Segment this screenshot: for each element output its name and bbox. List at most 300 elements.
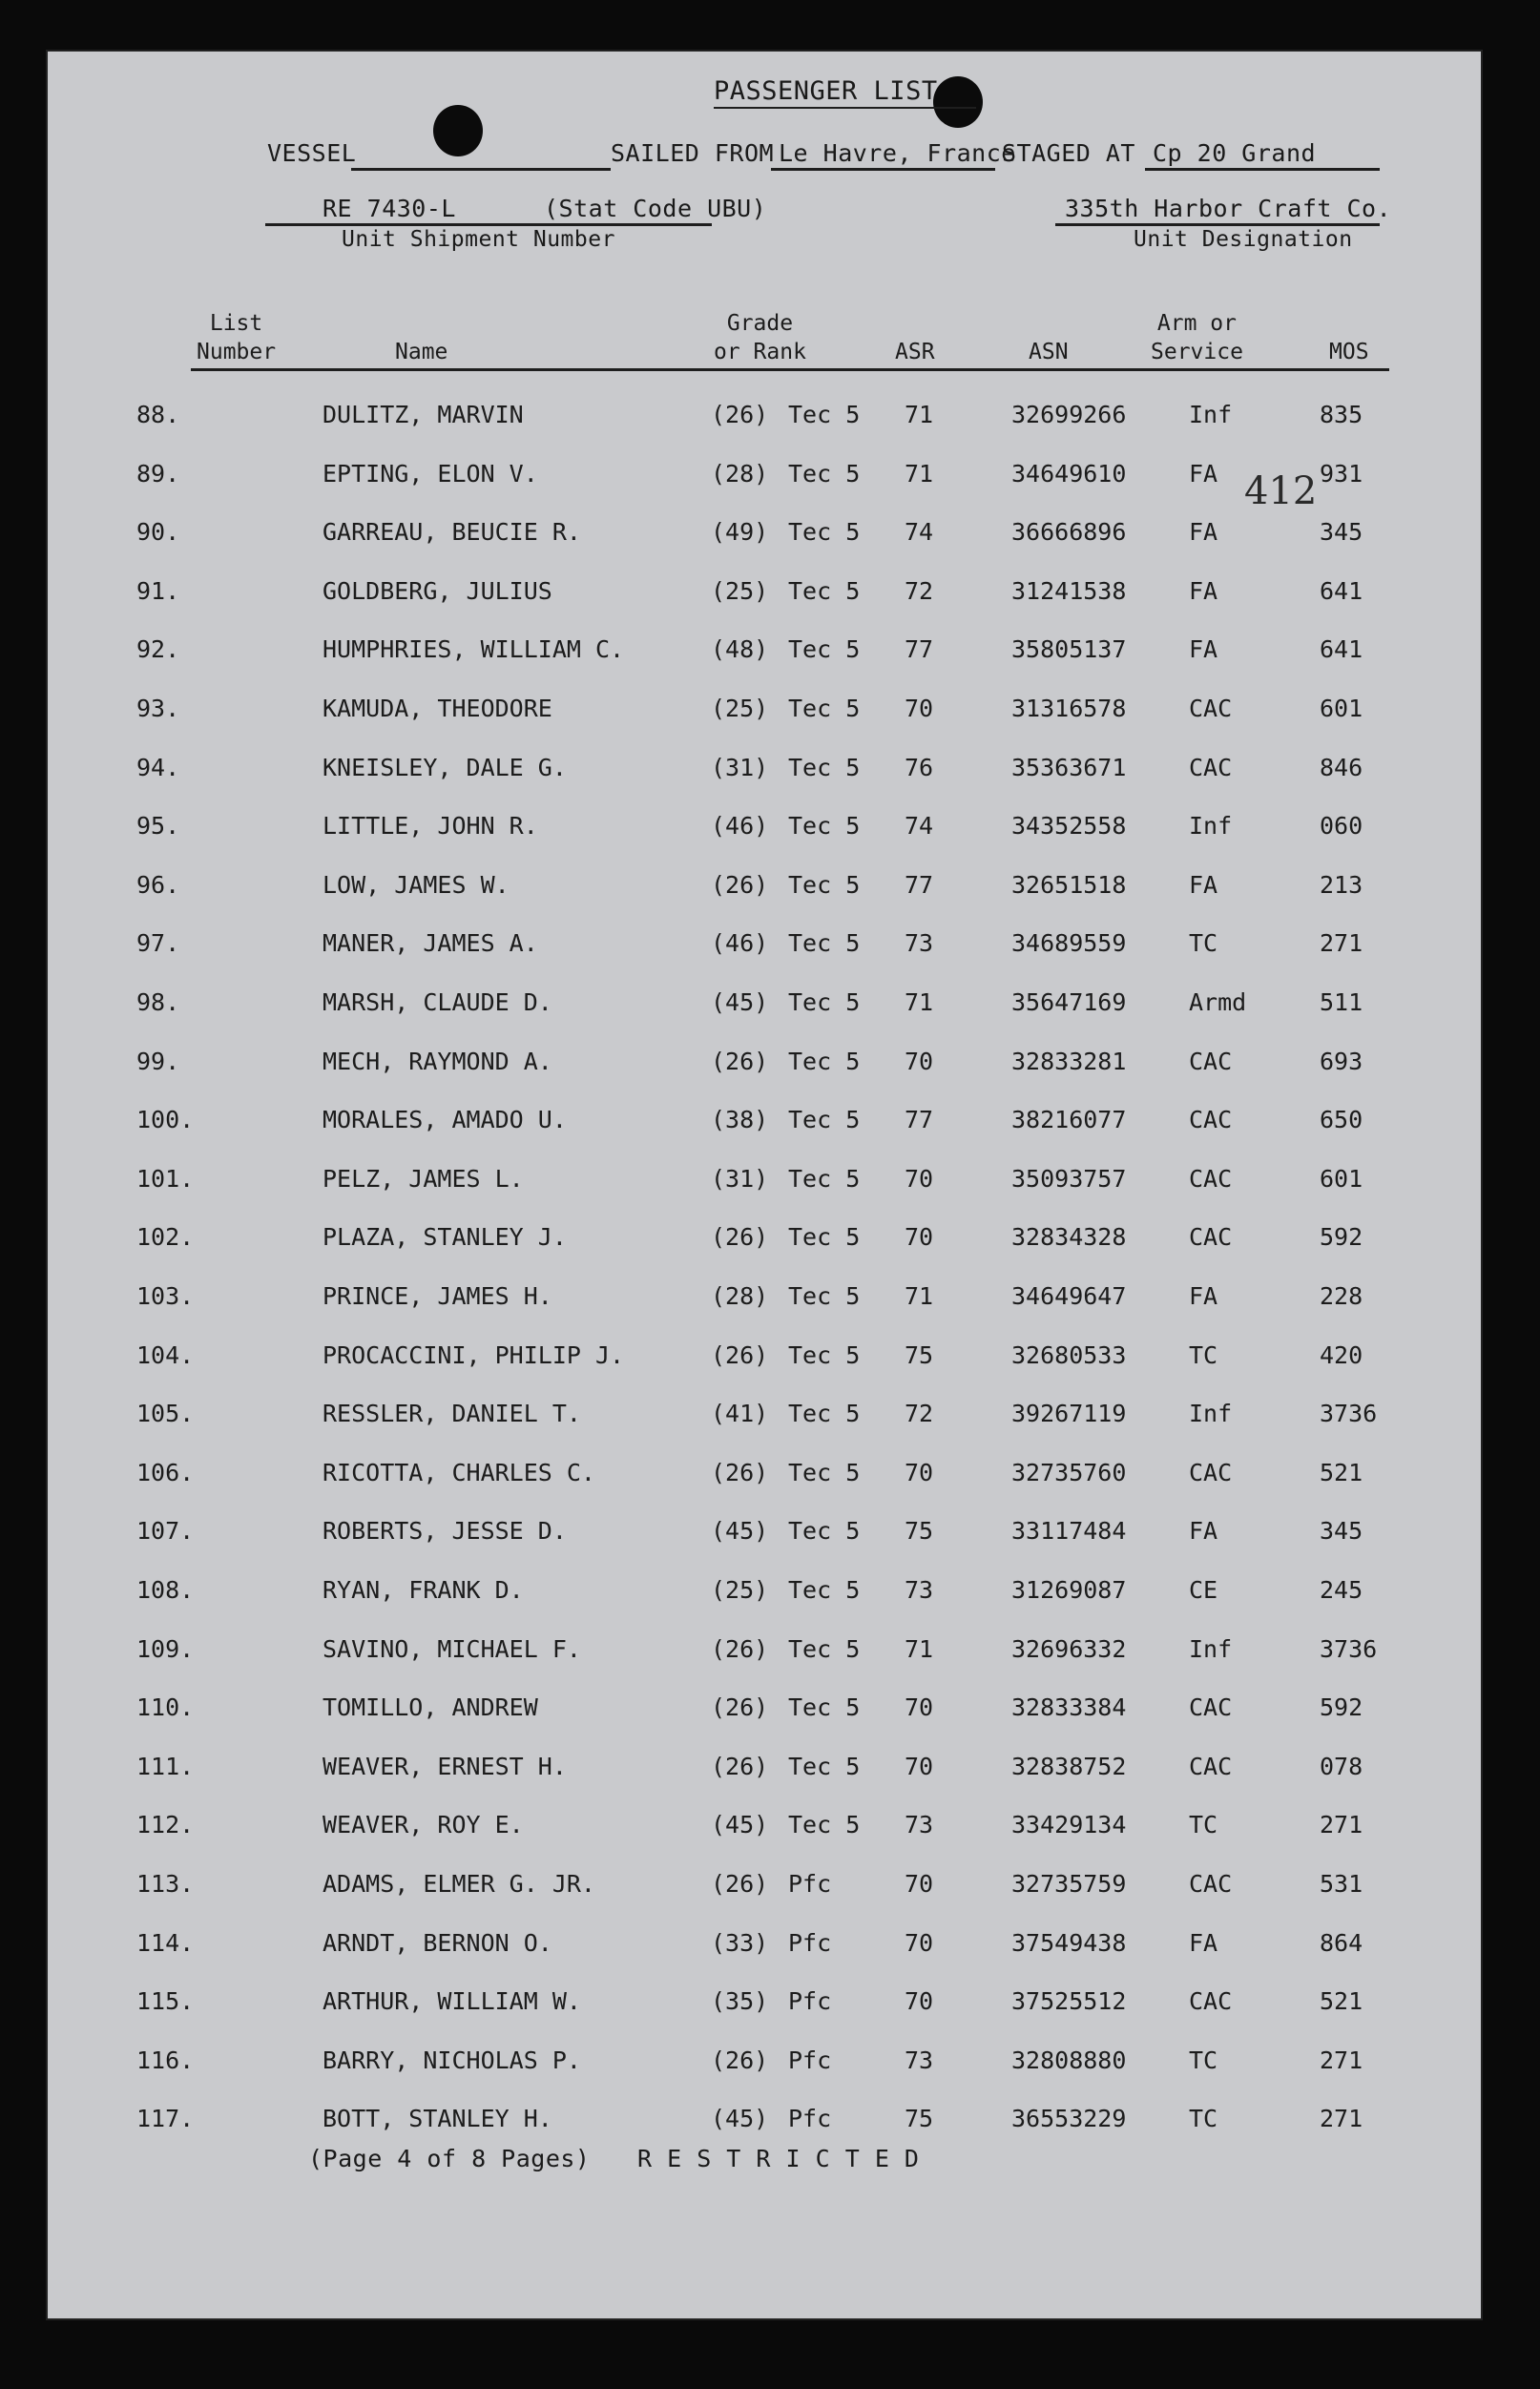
sailed-from-line <box>771 168 995 171</box>
arm-or-service: CAC <box>1189 1987 1233 2016</box>
list-number: 108. <box>136 1576 195 1604</box>
list-number: 96. <box>136 870 180 899</box>
rank: Tec 5 <box>788 1811 861 1839</box>
vessel-label: VESSEL <box>267 139 357 167</box>
passenger-name: ADAMS, ELMER G. JR. <box>323 1870 595 1898</box>
army-serial-number: 33117484 <box>1011 1517 1127 1546</box>
mos-code: 592 <box>1320 1223 1363 1252</box>
mos-code: 213 <box>1320 870 1363 899</box>
shipment-caption: Unit Shipment Number <box>342 227 615 252</box>
passenger-name: MECH, RAYMOND A. <box>323 1047 552 1075</box>
table-row <box>46 1635 1483 1673</box>
grade-code: (46) <box>711 929 769 958</box>
mos-code: 864 <box>1320 1928 1363 1957</box>
table-row <box>46 1341 1483 1380</box>
grade-code: (25) <box>711 1576 769 1604</box>
passenger-name: RYAN, FRANK D. <box>323 1576 524 1604</box>
table-row <box>46 695 1483 733</box>
table-row <box>46 1693 1483 1732</box>
passenger-name: LOW, JAMES W. <box>323 870 510 899</box>
mos-code: 3736 <box>1320 1400 1378 1428</box>
asr-score: 70 <box>905 1047 934 1075</box>
arm-or-service: TC <box>1189 2105 1218 2133</box>
army-serial-number: 35093757 <box>1011 1164 1127 1193</box>
designation-line <box>1055 223 1380 226</box>
rank: Tec 5 <box>788 870 861 899</box>
arm-or-service: FA <box>1189 870 1218 899</box>
asr-score: 70 <box>905 1987 934 2016</box>
list-number: 104. <box>136 1340 195 1369</box>
staged-at-line <box>1145 168 1380 171</box>
arm-or-service: TC <box>1189 1340 1218 1369</box>
asr-score: 71 <box>905 459 934 488</box>
rank: Tec 5 <box>788 1340 861 1369</box>
document-page <box>46 50 1483 2320</box>
table-row <box>46 871 1483 909</box>
grade-code: (46) <box>711 812 769 841</box>
asr-score: 70 <box>905 1870 934 1898</box>
mos-code: 271 <box>1320 929 1363 958</box>
mos-code: 693 <box>1320 1047 1363 1075</box>
shipment-number: RE 7430-L <box>323 195 456 222</box>
list-number: 113. <box>136 1870 195 1898</box>
army-serial-number: 32699266 <box>1011 401 1127 428</box>
list-number: 99. <box>136 1047 180 1075</box>
list-number: 103. <box>136 1282 195 1310</box>
rank: Tec 5 <box>788 1400 861 1428</box>
army-serial-number: 39267119 <box>1011 1400 1127 1428</box>
passenger-name: TOMILLO, ANDREW <box>323 1693 538 1722</box>
mos-code: 420 <box>1320 1340 1363 1369</box>
list-number: 114. <box>136 1928 195 1957</box>
grade-code: (28) <box>711 459 769 488</box>
asr-score: 73 <box>905 1811 934 1839</box>
arm-or-service: Inf <box>1189 1634 1233 1663</box>
arm-or-service: Inf <box>1189 401 1233 428</box>
grade-code: (26) <box>711 1634 769 1663</box>
mos-code: 271 <box>1320 2105 1363 2133</box>
rank: Pfc <box>788 1870 832 1898</box>
army-serial-number: 32833384 <box>1011 1693 1127 1722</box>
arm-or-service: TC <box>1189 1811 1218 1839</box>
vessel-line <box>351 168 611 171</box>
army-serial-number: 32735760 <box>1011 1458 1127 1486</box>
mos-code: 592 <box>1320 1693 1363 1722</box>
arm-or-service: CAC <box>1189 1458 1233 1486</box>
asr-score: 73 <box>905 929 934 958</box>
mos-code: 078 <box>1320 1752 1363 1780</box>
mos-code: 060 <box>1320 812 1363 841</box>
rank: Tec 5 <box>788 1223 861 1252</box>
army-serial-number: 37525512 <box>1011 1987 1127 2016</box>
arm-or-service: CAC <box>1189 695 1233 722</box>
rank: Tec 5 <box>788 1164 861 1193</box>
mos-code: 601 <box>1320 1164 1363 1193</box>
asr-score: 70 <box>905 1223 934 1252</box>
mos-code: 271 <box>1320 2046 1363 2074</box>
arm-or-service: Armd <box>1189 988 1247 1016</box>
passenger-name: KAMUDA, THEODORE <box>323 695 552 722</box>
mos-code: 835 <box>1320 401 1363 428</box>
table-row <box>46 1576 1483 1614</box>
grade-code: (48) <box>711 635 769 664</box>
arm-or-service: CAC <box>1189 1106 1233 1134</box>
passenger-name: ARNDT, BERNON O. <box>323 1928 552 1957</box>
asr-score: 77 <box>905 870 934 899</box>
rank: Tec 5 <box>788 518 861 547</box>
rank: Tec 5 <box>788 929 861 958</box>
passenger-name: EPTING, ELON V. <box>323 459 538 488</box>
table-row <box>46 1870 1483 1908</box>
table-row <box>46 988 1483 1027</box>
passenger-name: KNEISLEY, DALE G. <box>323 753 567 781</box>
passenger-name: PELZ, JAMES L. <box>323 1164 524 1193</box>
col-mos: MOS <box>1329 340 1369 364</box>
arm-or-service: FA <box>1189 635 1218 664</box>
mos-code: 531 <box>1320 1870 1363 1898</box>
mos-code: 3736 <box>1320 1634 1378 1663</box>
table-row <box>46 635 1483 674</box>
page-indicator: (Page 4 of 8 Pages) <box>308 2145 591 2172</box>
rank: Tec 5 <box>788 401 861 428</box>
staged-at-value: Cp 20 Grand <box>1153 139 1317 167</box>
table-row <box>46 1517 1483 1555</box>
mos-code: 345 <box>1320 518 1363 547</box>
table-row <box>46 1811 1483 1849</box>
passenger-name: MARSH, CLAUDE D. <box>323 988 552 1016</box>
rank: Tec 5 <box>788 988 861 1016</box>
passenger-name: BARRY, NICHOLAS P. <box>323 2046 581 2074</box>
arm-or-service: FA <box>1189 576 1218 605</box>
grade-code: (45) <box>711 1811 769 1839</box>
asr-score: 75 <box>905 1340 934 1369</box>
army-serial-number: 32680533 <box>1011 1340 1127 1369</box>
grade-code: (26) <box>711 1047 769 1075</box>
rank: Pfc <box>788 2046 832 2074</box>
list-number: 107. <box>136 1517 195 1546</box>
mos-code: 931 <box>1320 459 1363 488</box>
asr-score: 70 <box>905 1752 934 1780</box>
arm-or-service: FA <box>1189 1282 1218 1310</box>
list-number: 93. <box>136 695 180 722</box>
army-serial-number: 34649647 <box>1011 1282 1127 1310</box>
rank: Tec 5 <box>788 753 861 781</box>
passenger-name: SAVINO, MICHAEL F. <box>323 1634 581 1663</box>
table-row <box>46 577 1483 615</box>
passenger-name: BOTT, STANLEY H. <box>323 2105 552 2133</box>
rank: Tec 5 <box>788 1517 861 1546</box>
designation-caption: Unit Designation <box>1134 227 1353 252</box>
mos-code: 345 <box>1320 1517 1363 1546</box>
passenger-name: GARREAU, BEUCIE R. <box>323 518 581 547</box>
list-number: 89. <box>136 459 180 488</box>
arm-or-service: CAC <box>1189 1752 1233 1780</box>
title-underline <box>714 107 976 109</box>
army-serial-number: 32808880 <box>1011 2046 1127 2074</box>
passenger-name: ROBERTS, JESSE D. <box>323 1517 567 1546</box>
table-row <box>46 1282 1483 1320</box>
staged-at-label: STAGED AT <box>1002 139 1135 167</box>
list-number: 110. <box>136 1693 195 1722</box>
rank: Tec 5 <box>788 1634 861 1663</box>
mos-code: 846 <box>1320 753 1363 781</box>
arm-or-service: CAC <box>1189 1047 1233 1075</box>
punch-hole-right <box>933 76 983 128</box>
grade-code: (38) <box>711 1106 769 1134</box>
table-row <box>46 929 1483 967</box>
arm-or-service: FA <box>1189 1517 1218 1546</box>
asr-score: 74 <box>905 812 934 841</box>
grade-code: (26) <box>711 1340 769 1369</box>
grade-code: (26) <box>711 1458 769 1486</box>
army-serial-number: 36553229 <box>1011 2105 1127 2133</box>
table-row <box>46 1929 1483 1967</box>
mos-code: 521 <box>1320 1458 1363 1486</box>
army-serial-number: 35647169 <box>1011 988 1127 1016</box>
grade-code: (28) <box>711 1282 769 1310</box>
grade-code: (33) <box>711 1928 769 1957</box>
asr-score: 71 <box>905 1634 934 1663</box>
passenger-name: HUMPHRIES, WILLIAM C. <box>323 635 625 664</box>
rank: Tec 5 <box>788 576 861 605</box>
grade-code: (25) <box>711 695 769 722</box>
punch-hole-left <box>433 105 483 156</box>
passenger-name: PROCACCINI, PHILIP J. <box>323 1340 625 1369</box>
passenger-name: GOLDBERG, JULIUS <box>323 576 552 605</box>
army-serial-number: 35805137 <box>1011 635 1127 664</box>
army-serial-number: 31269087 <box>1011 1576 1127 1604</box>
table-row <box>46 754 1483 792</box>
asr-score: 77 <box>905 1106 934 1134</box>
asr-score: 77 <box>905 635 934 664</box>
passenger-name: LITTLE, JOHN R. <box>323 812 538 841</box>
arm-or-service: TC <box>1189 2046 1218 2074</box>
asr-score: 70 <box>905 695 934 722</box>
mos-code: 511 <box>1320 988 1363 1016</box>
rank: Tec 5 <box>788 812 861 841</box>
table-row <box>46 1165 1483 1203</box>
table-row <box>46 518 1483 556</box>
mos-code: 650 <box>1320 1106 1363 1134</box>
rank: Tec 5 <box>788 1106 861 1134</box>
col-grade: Grade or Rank <box>714 311 806 364</box>
army-serial-number: 36666896 <box>1011 518 1127 547</box>
rank: Tec 5 <box>788 1693 861 1722</box>
mos-code: 245 <box>1320 1576 1363 1604</box>
stat-code: (Stat Code UBU) <box>544 195 767 222</box>
asr-score: 73 <box>905 1576 934 1604</box>
table-row <box>46 1223 1483 1261</box>
list-number: 105. <box>136 1400 195 1428</box>
arm-or-service: CAC <box>1189 753 1233 781</box>
col-arm: Arm or Service <box>1151 311 1243 364</box>
passenger-name: PRINCE, JAMES H. <box>323 1282 552 1310</box>
table-row <box>46 812 1483 850</box>
arm-or-service: CAC <box>1189 1693 1233 1722</box>
list-number: 100. <box>136 1106 195 1134</box>
army-serial-number: 32833281 <box>1011 1047 1127 1075</box>
asr-score: 72 <box>905 576 934 605</box>
list-number: 109. <box>136 1634 195 1663</box>
grade-code: (31) <box>711 1164 769 1193</box>
grade-code: (26) <box>711 2046 769 2074</box>
rank: Tec 5 <box>788 1458 861 1486</box>
table-row <box>46 2105 1483 2143</box>
passenger-name: MORALES, AMADO U. <box>323 1106 567 1134</box>
table-row <box>46 460 1483 498</box>
grade-code: (26) <box>711 870 769 899</box>
list-number: 106. <box>136 1458 195 1486</box>
mos-code: 641 <box>1320 576 1363 605</box>
sailed-from-value: Le Havre, France <box>779 139 1016 167</box>
army-serial-number: 32735759 <box>1011 1870 1127 1898</box>
asr-score: 76 <box>905 753 934 781</box>
arm-or-service: TC <box>1189 929 1218 958</box>
grade-code: (26) <box>711 1223 769 1252</box>
rank: Tec 5 <box>788 695 861 722</box>
grade-code: (45) <box>711 988 769 1016</box>
asr-score: 70 <box>905 1693 934 1722</box>
list-number: 90. <box>136 518 180 547</box>
list-number: 111. <box>136 1752 195 1780</box>
table-row <box>46 1753 1483 1791</box>
asr-score: 70 <box>905 1928 934 1957</box>
rank: Tec 5 <box>788 1282 861 1310</box>
list-number: 117. <box>136 2105 195 2133</box>
mos-code: 641 <box>1320 635 1363 664</box>
passenger-name: PLAZA, STANLEY J. <box>323 1223 567 1252</box>
asr-score: 74 <box>905 518 934 547</box>
passenger-name: RESSLER, DANIEL T. <box>323 1400 581 1428</box>
list-number: 102. <box>136 1223 195 1252</box>
list-number: 112. <box>136 1811 195 1839</box>
mos-code: 228 <box>1320 1282 1363 1310</box>
table-row <box>46 1106 1483 1144</box>
army-serial-number: 34649610 <box>1011 459 1127 488</box>
header-rule <box>191 368 1389 371</box>
arm-or-service: Inf <box>1189 1400 1233 1428</box>
passenger-name: MANER, JAMES A. <box>323 929 538 958</box>
rank: Tec 5 <box>788 459 861 488</box>
mos-code: 271 <box>1320 1811 1363 1839</box>
arm-or-service: CE <box>1189 1576 1218 1604</box>
arm-or-service: FA <box>1189 1928 1218 1957</box>
list-number: 97. <box>136 929 180 958</box>
arm-or-service: CAC <box>1189 1223 1233 1252</box>
col-asr: ASR <box>895 340 935 364</box>
asr-score: 70 <box>905 1458 934 1486</box>
rank: Tec 5 <box>788 635 861 664</box>
table-row <box>46 1987 1483 2025</box>
grade-code: (26) <box>711 1870 769 1898</box>
grade-code: (45) <box>711 1517 769 1546</box>
grade-code: (26) <box>711 401 769 428</box>
rank: Tec 5 <box>788 1576 861 1604</box>
col-name: Name <box>395 340 448 364</box>
grade-code: (49) <box>711 518 769 547</box>
asr-score: 71 <box>905 988 934 1016</box>
rank: Pfc <box>788 1987 832 2016</box>
asr-score: 72 <box>905 1400 934 1428</box>
army-serial-number: 34352558 <box>1011 812 1127 841</box>
passenger-name: RICOTTA, CHARLES C. <box>323 1458 595 1486</box>
mos-code: 601 <box>1320 695 1363 722</box>
passenger-name: WEAVER, ROY E. <box>323 1811 524 1839</box>
army-serial-number: 34689559 <box>1011 929 1127 958</box>
page-stamp: 412 <box>1244 469 1318 513</box>
unit-designation: 335th Harbor Craft Co. <box>1065 195 1392 222</box>
shipment-line <box>265 223 712 226</box>
grade-code: (41) <box>711 1400 769 1428</box>
army-serial-number: 35363671 <box>1011 753 1127 781</box>
table-row <box>46 1459 1483 1497</box>
mos-code: 521 <box>1320 1987 1363 2016</box>
army-serial-number: 37549438 <box>1011 1928 1127 1957</box>
col-asn: ASN <box>1029 340 1069 364</box>
arm-or-service: CAC <box>1189 1164 1233 1193</box>
list-number: 98. <box>136 988 180 1016</box>
grade-code: (35) <box>711 1987 769 2016</box>
asr-score: 70 <box>905 1164 934 1193</box>
rank: Tec 5 <box>788 1047 861 1075</box>
list-number: 115. <box>136 1987 195 2016</box>
sailed-from-label: SAILED FROM <box>611 139 775 167</box>
list-number: 95. <box>136 812 180 841</box>
grade-code: (31) <box>711 753 769 781</box>
table-row <box>46 1400 1483 1438</box>
grade-code: (25) <box>711 576 769 605</box>
army-serial-number: 32696332 <box>1011 1634 1127 1663</box>
list-number: 92. <box>136 635 180 664</box>
list-number: 116. <box>136 2046 195 2074</box>
army-serial-number: 32838752 <box>1011 1752 1127 1780</box>
list-number: 101. <box>136 1164 195 1193</box>
rank: Pfc <box>788 2105 832 2133</box>
asr-score: 75 <box>905 1517 934 1546</box>
asr-score: 71 <box>905 1282 934 1310</box>
passenger-name: WEAVER, ERNEST H. <box>323 1752 567 1780</box>
list-number: 94. <box>136 753 180 781</box>
rank: Pfc <box>788 1928 832 1957</box>
list-number: 88. <box>136 401 180 428</box>
army-serial-number: 31241538 <box>1011 576 1127 605</box>
army-serial-number: 38216077 <box>1011 1106 1127 1134</box>
classification: R E S T R I C T E D <box>637 2145 920 2172</box>
army-serial-number: 32834328 <box>1011 1223 1127 1252</box>
asr-score: 71 <box>905 401 934 428</box>
army-serial-number: 31316578 <box>1011 695 1127 722</box>
grade-code: (26) <box>711 1693 769 1722</box>
arm-or-service: Inf <box>1189 812 1233 841</box>
passenger-name: ARTHUR, WILLIAM W. <box>323 1987 581 2016</box>
asr-score: 75 <box>905 2105 934 2133</box>
grade-code: (26) <box>711 1752 769 1780</box>
table-row <box>46 2046 1483 2085</box>
passenger-name: DULITZ, MARVIN <box>323 401 524 428</box>
army-serial-number: 33429134 <box>1011 1811 1127 1839</box>
document-title: PASSENGER LIST <box>714 76 938 106</box>
rank: Tec 5 <box>788 1752 861 1780</box>
arm-or-service: FA <box>1189 518 1218 547</box>
table-row <box>46 1048 1483 1086</box>
arm-or-service: CAC <box>1189 1870 1233 1898</box>
list-number: 91. <box>136 576 180 605</box>
asr-score: 73 <box>905 2046 934 2074</box>
col-list-number: List Number <box>197 311 277 364</box>
army-serial-number: 32651518 <box>1011 870 1127 899</box>
grade-code: (45) <box>711 2105 769 2133</box>
arm-or-service: FA <box>1189 459 1218 488</box>
